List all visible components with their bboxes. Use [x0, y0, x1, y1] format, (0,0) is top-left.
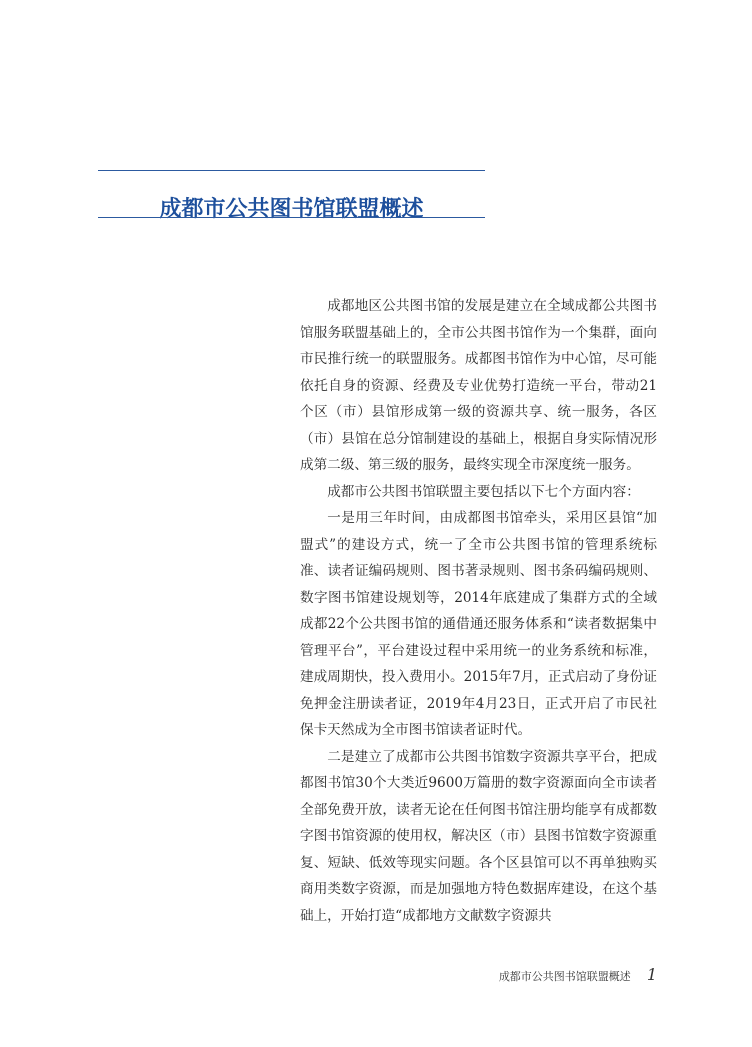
- paragraph: 一是用三年时间，由成都图书馆牵头，采用区县馆“加盟式”的建设方式，统一了全市公共图书馆的管理系统标准、读者证编码规则、图书著录规则、图书条码编码规则、数字图书馆建设规划等，2014年底建成了集群方式的全域成都22个公共图书馆的通借通还服务体系和“读者数据集中管理平台”，平台建设过程中采用统一的业务系统和标准，建成周期快，投入费用小。2015年7月，正式启动了身份证免押金注册读者证，2019年4月23日，正式开启了市民社保卡天然成为全市图书馆读者证时代。: [300, 510, 657, 738]
- title-top-rule: [98, 170, 485, 171]
- page-number: 1: [646, 965, 657, 984]
- body-text: [300, 293, 657, 929]
- paragraph: 成都地区公共图书馆的发展是建立在全域成都公共图书馆服务联盟基础上的，全市公共图书馆作为一个集群，面向市民推行统一的联盟服务。成都图书馆作为中心馆，尽可能依托自身的资源、经费及专业优势打造统一平台，带动21个区（市）县馆形成第一级的资源共享、统一服务，各区（市）县馆在总分馆制建设的基础上，根据自身实际情况形成第二级、第三级的服务，最终实现全市深度统一服务。: [300, 298, 657, 473]
- paragraph: 二是建立了成都市公共图书馆数字资源共享平台，把成都图书馆30个大类近9600万篇册的数字资源面向全市读者全部免费开放，读者无论在任何图书馆注册均能享有成都数字图书馆资源的使用权，解决区（市）县图书馆数字资源重复、短缺、低效等现实问题。各个区县馆可以不再单独购买商用类数字资源，而是加强地方特色数据库建设，在这个基础上，开始打造“成都地方文献数字资源共: [300, 748, 657, 924]
- page-footer: [400, 965, 657, 987]
- paragraph: 成都市公共图书馆联盟主要包括以下七个方面内容：: [327, 483, 640, 500]
- title-bottom-rule: [98, 217, 485, 218]
- chapter-title: 成都市公共图书馆联盟概述: [159, 196, 424, 222]
- running-head: 成都市公共图书馆联盟概述: [498, 970, 631, 983]
